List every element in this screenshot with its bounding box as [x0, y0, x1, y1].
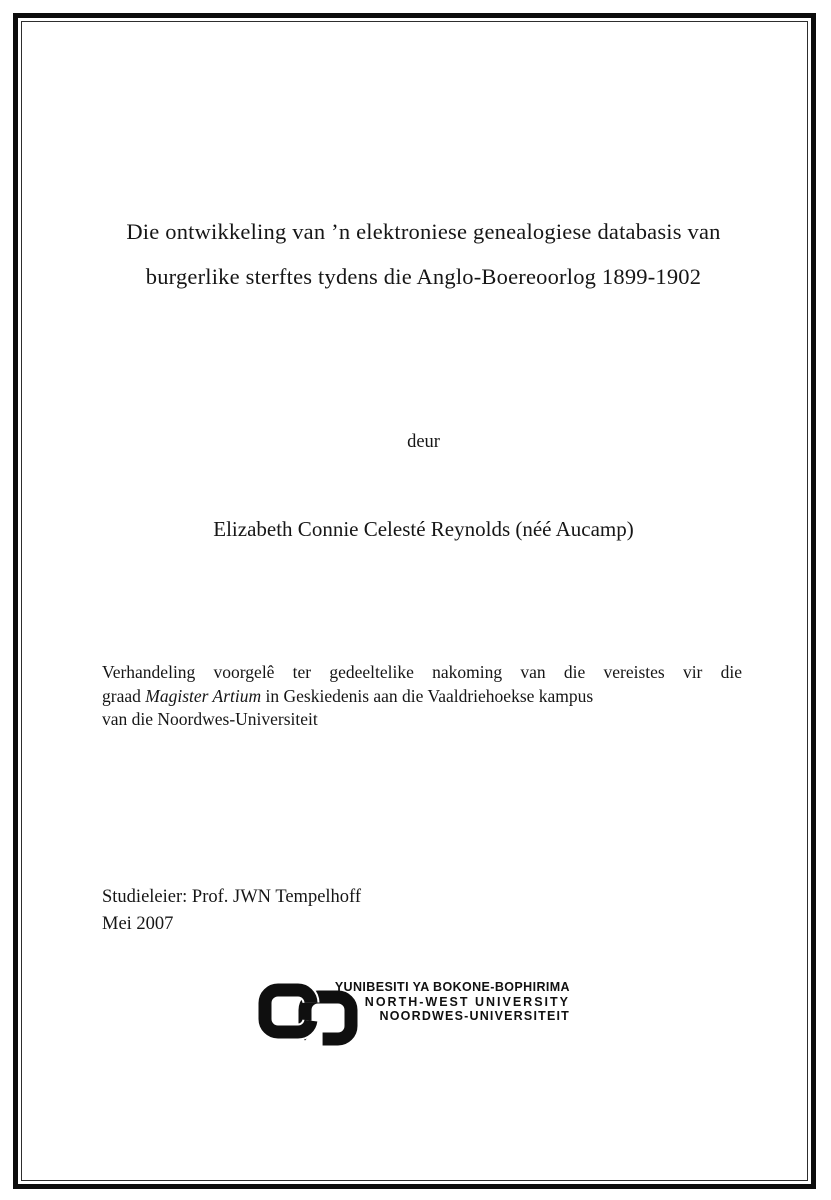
- university-logo: [258, 980, 588, 1050]
- title-line-1: Die ontwikkeling van ’n elektroniese genealogiese databasis van: [126, 219, 721, 244]
- date-line: Mei 2007: [102, 914, 174, 934]
- page-title: [40, 209, 807, 299]
- degree-text-pre: graad: [102, 685, 146, 706]
- title-line-2: burgerlike sterftes tydens die Anglo-Boereoorlog 1899-1902: [145, 264, 702, 289]
- thesis-statement-line-1: Verhandeling voorgelê ter gedeeltelike nakoming van die vereistes vir die: [102, 662, 742, 682]
- supervisor-line: Studieleier: Prof. JWN Tempelhoff: [102, 887, 362, 907]
- logo-text-afrikaans: NOORDWES-UNIVERSITEIT: [379, 1009, 570, 1023]
- thesis-statement-line-2: [102, 685, 742, 709]
- university-logo-text: [318, 980, 570, 1024]
- thesis-statement: [102, 661, 742, 732]
- logo-text-english: NORTH-WEST UNIVERSITY: [364, 994, 570, 1009]
- thesis-statement-line-3: van die Noordwes-Universiteit: [102, 709, 318, 729]
- degree-name: Magister Artium: [145, 685, 262, 706]
- byline-label: deur: [407, 432, 440, 452]
- author-name: Elizabeth Connie Celesté Reynolds (néé Aucamp): [213, 517, 634, 541]
- supervisor-block: [102, 884, 361, 938]
- logo-text-setswana: YUNIBESITI YA BOKONE-BOPHIRIMA: [334, 980, 570, 994]
- degree-text-post: in Geskiedenis aan die Vaaldriehoekse kampus: [261, 685, 594, 706]
